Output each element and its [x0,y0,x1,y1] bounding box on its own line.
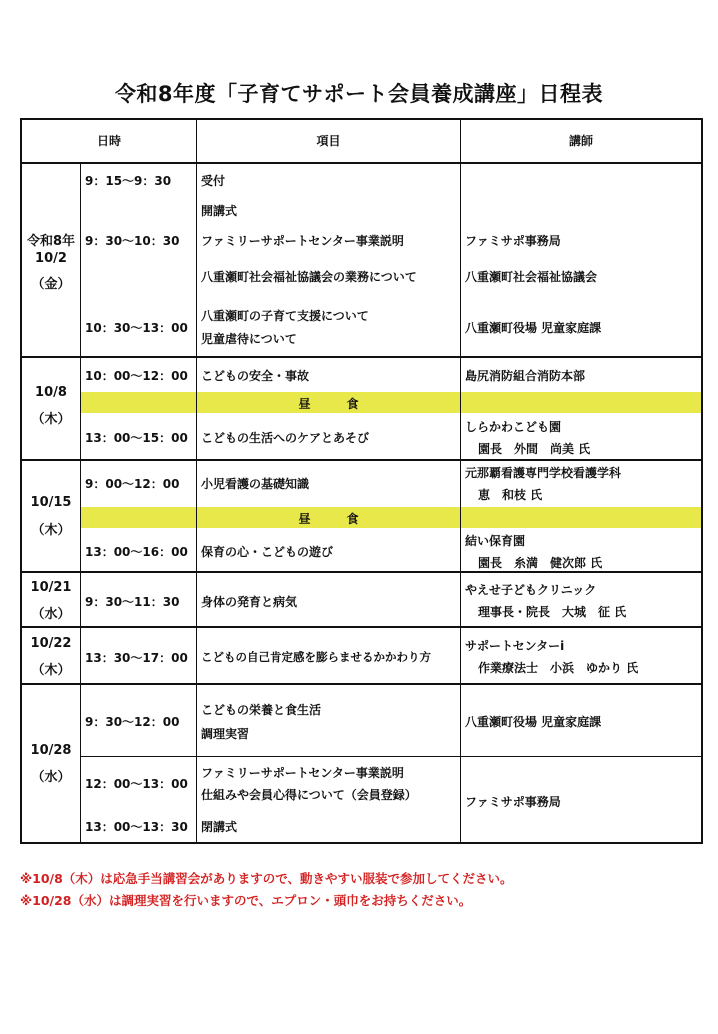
instructor: 園長 糸満 健次郎 氏 [478,556,603,570]
program-item: こどもの生活へのケアとあそび [201,431,370,445]
instructor: 八重瀬町社会福祉協議会 [465,270,598,284]
instructor: やえせ子どもクリニック [465,583,597,597]
time-slot: 9：30～11：30 [85,595,180,609]
instructor: 八重瀬町役場 児童家庭課 [465,715,602,729]
notes [20,868,513,912]
day-weekday: （木） [31,663,71,678]
header-instructor: 講師 [568,134,593,148]
instructor: ファミサポ事務局 [465,234,561,248]
instructor: 恵 和枝 氏 [478,488,543,502]
time-slot: 9：30～12：00 [85,715,180,729]
day-weekday: （水） [31,607,71,622]
time-slot: 13：00～13：30 [85,820,188,834]
program-item: 保育の心・こどもの遊び [201,545,334,559]
program-item: 小児看護の基礎知識 [201,477,310,491]
program-item: こどもの自己肯定感を膨らませるかかわり方 [201,650,431,664]
time-slot: 9：00～12：00 [85,477,180,491]
instructor: 島尻消防組合消防本部 [465,369,586,383]
program-item: 受付 [201,174,226,188]
day-weekday: （水） [31,770,71,785]
program-item: 仕組みや会員心得について（会員登録） [201,788,417,802]
day-date: 令和8年 [26,234,76,249]
program-item: こどもの栄養と食生活 [201,703,322,717]
instructor: 結い保育園 [465,534,526,548]
day-weekday: （金） [31,277,71,292]
note-line: ※10/8（木）は応急手当講習会がありますので、動きやすい服装で参加してください。 [20,871,513,886]
day-date: 10/15 [30,495,72,510]
instructor: 園長 外間 尚美 氏 [478,442,591,456]
day-weekday: （木） [31,412,71,427]
time-slot: 13：00～16：00 [85,545,188,559]
program-item: ファミリーサポートセンター事業説明 [201,766,404,780]
time-slot: 13：30～17：00 [85,651,188,665]
instructor: サポートセンターi [465,639,565,653]
lunch-label: 昼 食 [298,397,359,411]
program-item: 身体の発育と病気 [201,595,298,609]
program-item: 調理実習 [201,727,250,741]
time-slot: 9：30～10：30 [85,234,180,248]
instructor: 作業療法士 小浜 ゆかり 氏 [478,661,639,675]
note-line: ※10/28（水）は調理実習を行いますので、エプロン・頭巾をお持ちください。 [20,893,472,908]
day-date: 10/21 [30,580,72,595]
page-title: 令和8年度「子育てサポート会員養成講座」日程表 [114,82,604,106]
instructor: しらかわこども園 [465,420,562,434]
instructor: 八重瀬町役場 児童家庭課 [465,321,602,335]
program-item: 児童虐待について [201,332,297,346]
day-weekday: （木） [31,523,71,538]
time-slot: 10：00～12：00 [85,369,188,383]
lunch-label: 昼 食 [298,512,359,526]
program-item: 八重瀬町社会福祉協議会の業務について [201,270,417,284]
header-datetime: 日時 [96,134,121,148]
program-item: 開講式 [201,204,238,218]
time-slot: 10：30～13：00 [85,321,188,335]
time-slot: 9：15～9：30 [85,174,172,188]
day-date: 10/2 [35,251,67,266]
instructor: 元那覇看護専門学校看護学科 [465,466,622,480]
instructor: 理事長・院長 大城 征 氏 [478,605,627,619]
instructor: ファミサポ事務局 [465,795,561,809]
program-item: こどもの安全・事故 [201,369,310,383]
time-slot: 13：00～15：00 [85,431,188,445]
day-date: 10/8 [35,385,67,400]
header-item: 項目 [316,134,341,148]
program-item: 八重瀬町の子育て支援について [201,309,369,323]
program-item: 閉講式 [201,820,238,834]
program-item: ファミリーサポートセンター事業説明 [201,234,404,248]
day-date: 10/22 [30,636,72,651]
day-date: 10/28 [30,743,72,758]
time-slot: 12：00～13：00 [85,777,188,791]
